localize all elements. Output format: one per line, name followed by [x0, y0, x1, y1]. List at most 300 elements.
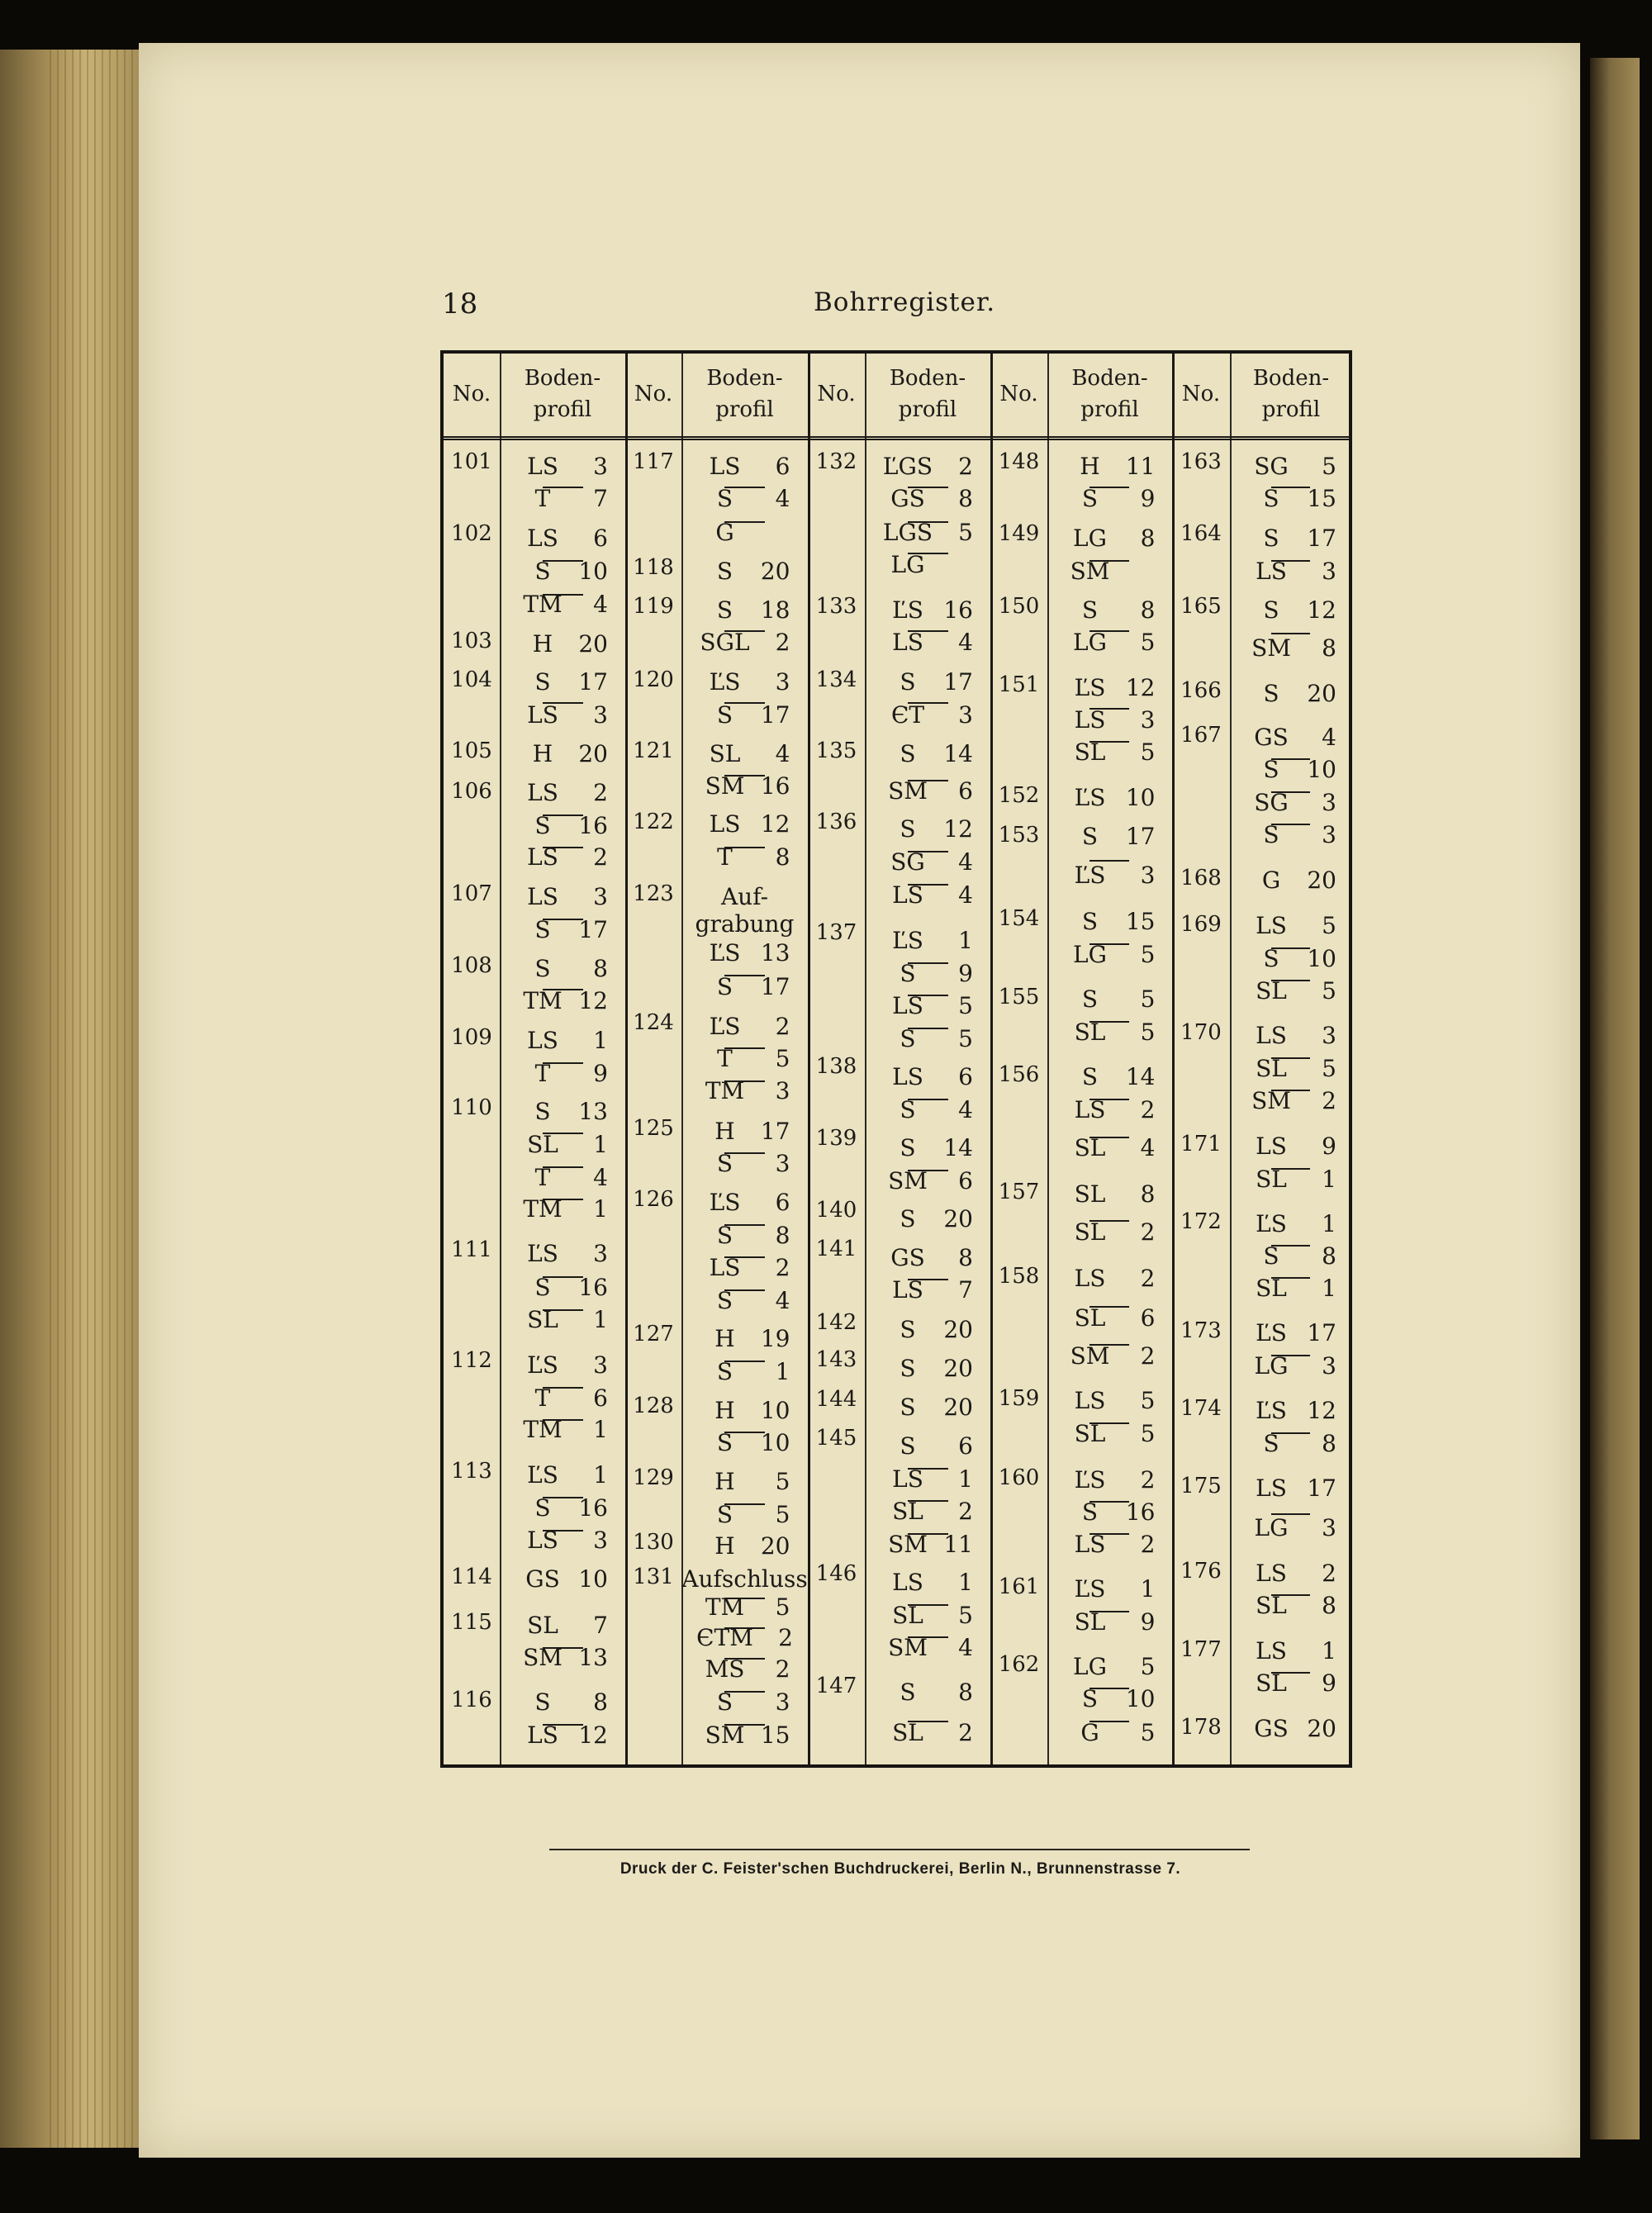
soil-type: S	[900, 1025, 916, 1052]
soil-layer	[500, 1722, 625, 1749]
layer-thickness: 2	[958, 453, 973, 480]
soil-type: SL	[709, 740, 741, 767]
soil-type: LS	[527, 525, 558, 552]
soil-layer	[500, 1462, 625, 1489]
layer-thickness: 9	[593, 1060, 608, 1087]
soil-layer	[1230, 1353, 1352, 1380]
layer-thickness: 3	[1322, 789, 1336, 816]
layer-divider	[543, 1530, 583, 1532]
soil-layer	[1230, 1670, 1352, 1697]
bore-number: 135	[815, 738, 857, 763]
soil-type: SG	[1254, 453, 1289, 480]
header-rule	[1172, 436, 1230, 440]
layer-thickness: 5	[1322, 977, 1336, 1004]
layer-thickness: 7	[958, 1276, 973, 1304]
soil-type: ĽS	[1256, 1319, 1287, 1346]
soil-type: LS	[892, 629, 923, 656]
soil-layer	[1230, 1716, 1352, 1742]
soil-layer	[500, 1495, 625, 1522]
soil-layer	[1047, 454, 1172, 480]
header-soil-profile: Boden- profil	[1252, 366, 1330, 422]
layer-divider	[543, 1309, 583, 1311]
soil-type: SM	[523, 1644, 563, 1671]
layer-thickness: 16	[1125, 1498, 1156, 1526]
bore-number: 126	[633, 1187, 674, 1212]
layer-thickness: 13	[578, 1098, 608, 1125]
soil-layer	[1047, 739, 1172, 766]
layer-thickness: 8	[593, 955, 608, 982]
layer-thickness: 14	[943, 740, 973, 767]
layer-thickness: 2	[778, 1624, 793, 1651]
soil-layer	[1047, 1305, 1172, 1332]
soil-type: S	[716, 558, 733, 585]
soil-layer	[865, 961, 990, 987]
layer-thickness: 16	[578, 1494, 608, 1522]
layer-thickness: 3	[1140, 862, 1156, 889]
layer-thickness: 6	[958, 1063, 973, 1090]
soil-type: LS	[892, 881, 923, 909]
soil-layer	[865, 993, 990, 1019]
layer-thickness: 1	[593, 1195, 608, 1223]
layer-divider	[724, 1658, 765, 1660]
layer-thickness: 1	[1140, 1575, 1156, 1603]
bore-number: 122	[633, 810, 674, 834]
layer-thickness: 1	[593, 1027, 608, 1054]
soil-layer	[681, 884, 808, 910]
soil-layer	[500, 669, 625, 696]
soil-type: H	[714, 1397, 735, 1424]
layer-divider	[1271, 1594, 1310, 1596]
bore-number: 173	[1180, 1318, 1222, 1343]
soil-layer	[1230, 558, 1352, 585]
soil-layer	[1047, 1499, 1172, 1526]
soil-type: SM	[705, 772, 745, 800]
soil-layer	[681, 1255, 808, 1281]
bore-number: 136	[815, 810, 857, 834]
soil-type: S	[716, 1358, 733, 1385]
layer-divider	[543, 1062, 583, 1064]
soil-layer	[500, 1132, 625, 1158]
soil-layer	[1047, 707, 1172, 734]
layer-divider	[908, 1170, 948, 1171]
soil-type: ĽS	[527, 1240, 558, 1267]
layer-divider	[543, 594, 583, 596]
layer-thickness: 3	[775, 668, 790, 696]
soil-type: T	[534, 485, 551, 512]
soil-type: S	[1263, 1430, 1279, 1457]
soil-layer	[1047, 1467, 1172, 1494]
soil-layer	[865, 486, 990, 512]
layer-divider	[724, 702, 765, 704]
layer-thickness: 11	[1125, 453, 1156, 480]
soil-layer	[1230, 724, 1352, 751]
soil-type: MS	[705, 1655, 745, 1683]
layer-thickness: 8	[1322, 1592, 1336, 1619]
bore-number: 108	[451, 953, 492, 978]
soil-layer	[1230, 1431, 1352, 1457]
bore-number: 151	[998, 672, 1040, 697]
bore-number: 150	[998, 594, 1040, 619]
soil-type: S	[534, 1688, 551, 1716]
layer-thickness: 3	[1140, 706, 1156, 734]
soil-type: GS	[890, 485, 925, 512]
layer-divider	[908, 487, 948, 488]
soil-type: S	[900, 1134, 916, 1161]
soil-type: LS	[709, 1254, 741, 1281]
layer-divider	[543, 1276, 583, 1278]
layer-divider	[1271, 487, 1310, 488]
layer-thickness: 9	[1322, 1669, 1336, 1697]
soil-type: LS	[1256, 1133, 1287, 1160]
soil-layer	[1047, 1181, 1172, 1208]
soil-type: GS	[525, 1565, 560, 1593]
soil-type: S	[1263, 1242, 1279, 1270]
soil-type: S	[900, 1205, 916, 1232]
layer-divider	[1089, 1137, 1129, 1138]
layer-thickness: 1	[593, 1416, 608, 1443]
soil-layer	[500, 1028, 625, 1054]
soil-layer	[1047, 942, 1172, 968]
layer-thickness: 5	[1140, 941, 1156, 968]
layer-divider	[1271, 758, 1310, 760]
layer-divider	[908, 962, 948, 964]
soil-layer	[681, 811, 808, 838]
soil-layer	[681, 454, 808, 480]
soil-layer	[865, 1603, 990, 1629]
soil-layer	[865, 552, 990, 578]
layer-divider	[908, 995, 948, 996]
soil-type: LS	[527, 1527, 558, 1554]
soil-type: S	[716, 1150, 733, 1177]
bore-number: 116	[451, 1688, 492, 1712]
soil-layer	[1047, 1654, 1172, 1680]
layer-divider	[543, 1419, 583, 1421]
layer-divider	[908, 1099, 948, 1100]
soil-layer	[681, 1326, 808, 1352]
layer-thickness: 20	[943, 1316, 973, 1343]
soil-type: S	[1263, 596, 1279, 624]
soil-type: SM	[888, 777, 928, 805]
layer-thickness: 5	[1322, 1055, 1336, 1082]
bore-number: 123	[633, 881, 674, 906]
soil-layer	[1230, 681, 1352, 707]
soil-type: S	[1081, 823, 1099, 850]
bore-number: 175	[1180, 1474, 1222, 1498]
soil-layer	[865, 1097, 990, 1123]
layer-thickness: 6	[1140, 1304, 1156, 1332]
soil-type: S	[900, 668, 916, 696]
soil-type: LS	[527, 843, 558, 871]
bore-number: 148	[998, 449, 1040, 474]
soil-type: ĽS	[709, 1189, 741, 1216]
soil-layer	[1047, 986, 1172, 1013]
layer-divider	[1089, 630, 1129, 632]
soil-type: ĽS	[1074, 1466, 1106, 1494]
soil-layer	[865, 597, 990, 624]
soil-profile-column	[500, 354, 628, 1764]
soil-profile-column	[1230, 354, 1352, 1764]
soil-type: SL	[1074, 1134, 1106, 1161]
bore-number: 145	[815, 1426, 857, 1451]
layer-divider	[1089, 1344, 1129, 1346]
soil-layer	[681, 1398, 808, 1424]
soil-type: ĽS	[892, 596, 923, 624]
soil-layer	[681, 1502, 808, 1528]
soil-layer	[500, 1061, 625, 1087]
soil-layer	[681, 1014, 808, 1040]
layer-divider	[724, 1152, 765, 1154]
layer-thickness: 2	[775, 629, 790, 656]
layer-thickness: 17	[1307, 1475, 1336, 1502]
bore-number: 118	[633, 555, 674, 580]
soil-layer	[500, 741, 625, 767]
layer-thickness: 5	[958, 1025, 973, 1052]
soil-type: S	[716, 1688, 733, 1716]
bore-number: 133	[815, 594, 857, 619]
soil-layer	[1230, 1638, 1352, 1664]
layer-divider	[1271, 791, 1310, 793]
soil-layer	[681, 1656, 808, 1683]
layer-thickness: 2	[1140, 1466, 1156, 1494]
soil-layer	[681, 669, 808, 696]
layer-thickness: 4	[775, 740, 790, 767]
soil-type: H	[1080, 453, 1100, 480]
soil-type: LS	[892, 1063, 923, 1090]
soil-type: S	[716, 485, 733, 512]
soil-type: ĽS	[709, 939, 741, 966]
bore-number: 172	[1180, 1209, 1222, 1234]
layer-thickness: 2	[775, 1254, 790, 1281]
soil-layer	[865, 520, 990, 546]
layer-thickness: 20	[1307, 867, 1336, 894]
soil-type: SM	[1251, 1087, 1291, 1114]
layer-thickness: 8	[1140, 525, 1156, 552]
soil-type: S	[534, 916, 551, 943]
soil-layer	[500, 1566, 625, 1593]
layer-thickness: 2	[958, 1498, 973, 1525]
layer-divider	[543, 847, 583, 848]
soil-layer	[500, 702, 625, 729]
soil-type: SL	[892, 1498, 923, 1525]
layer-thickness: 15	[1125, 908, 1156, 935]
header-rule	[1230, 436, 1352, 440]
soil-layer	[865, 778, 990, 805]
soil-type: SL	[527, 1131, 558, 1158]
soil-layer	[1047, 1019, 1172, 1046]
bore-number: 127	[633, 1322, 674, 1346]
bore-number: 146	[815, 1561, 857, 1586]
bore-number: 164	[1180, 521, 1222, 546]
layer-thickness: 20	[578, 630, 608, 658]
soil-layer	[1230, 1320, 1352, 1346]
soil-layer	[1230, 597, 1352, 624]
layer-thickness: 4	[775, 485, 790, 512]
soil-layer	[1230, 1023, 1352, 1049]
soil-type: LS	[527, 701, 558, 729]
soil-layer	[1230, 1133, 1352, 1160]
soil-layer	[681, 1533, 808, 1560]
layer-thickness: 5	[1140, 1653, 1156, 1680]
soil-type: TM	[523, 1195, 563, 1223]
soil-type: LG	[1073, 525, 1107, 552]
soil-type: S	[1263, 680, 1279, 707]
header-no: No.	[452, 382, 491, 406]
layer-divider	[1271, 980, 1310, 981]
layer-divider	[1271, 1672, 1310, 1674]
bore-number: 115	[451, 1610, 492, 1635]
soil-layer	[681, 940, 808, 966]
layer-divider	[1271, 1513, 1310, 1515]
layer-divider	[908, 702, 948, 704]
bore-register-table	[440, 350, 1352, 1768]
soil-layer	[1230, 1211, 1352, 1237]
bore-number: 124	[633, 1010, 674, 1035]
soil-layer	[1230, 1166, 1352, 1193]
layer-thickness: 3	[1322, 558, 1336, 585]
soil-layer	[1047, 1343, 1172, 1370]
layer-thickness: 2	[1322, 1087, 1336, 1114]
layer-divider	[908, 1604, 948, 1606]
soil-type: S	[534, 812, 551, 839]
soil-layer	[1047, 1388, 1172, 1414]
soil-type: LS	[527, 453, 558, 480]
layer-divider	[1089, 741, 1129, 743]
soil-layer	[500, 525, 625, 552]
soil-type: ĽS	[892, 927, 923, 954]
layer-thickness: 7	[593, 485, 608, 512]
bore-number: 134	[815, 667, 857, 692]
soil-layer	[865, 1679, 990, 1706]
soil-layer	[500, 956, 625, 982]
layer-divider	[1271, 947, 1310, 949]
layer-thickness: 17	[578, 668, 608, 696]
bore-number: 117	[633, 449, 674, 474]
soil-layer	[681, 486, 808, 512]
layer-divider	[1089, 1422, 1129, 1424]
soil-layer	[1047, 1421, 1172, 1447]
soil-type: SL	[1256, 1275, 1287, 1302]
soil-type: S	[1081, 596, 1099, 624]
layer-divider	[543, 702, 583, 704]
soil-type: S	[1081, 908, 1099, 935]
layer-thickness: 5	[1140, 985, 1156, 1013]
soil-layer	[681, 558, 808, 585]
layer-thickness: 1	[958, 1465, 973, 1493]
layer-thickness: 6	[775, 1189, 790, 1216]
layer-thickness: 1	[958, 1569, 973, 1596]
layer-thickness: 5	[1140, 1420, 1156, 1447]
layer-thickness: 14	[943, 1134, 973, 1161]
soil-type: T	[717, 1045, 733, 1072]
layer-thickness: 2	[1140, 1218, 1156, 1246]
layer-divider	[1089, 487, 1129, 488]
printer-imprint: Druck der C. Feister'schen Buchdruckerei, Berlin N., Brunnenstrasse 7.	[620, 1860, 1181, 1878]
soil-type: SM	[888, 1167, 928, 1194]
layer-divider	[724, 1432, 765, 1433]
soil-type: SL	[1256, 1166, 1287, 1193]
layer-thickness: 17	[760, 1118, 790, 1145]
soil-layer	[500, 631, 625, 658]
soil-type: LS	[709, 810, 741, 838]
layer-thickness: 6	[593, 525, 608, 552]
bore-number: 168	[1180, 866, 1222, 890]
bore-number: 153	[998, 823, 1040, 848]
soil-type: LS	[892, 1569, 923, 1596]
soil-type: S	[716, 1501, 733, 1528]
layer-thickness: 5	[1322, 912, 1336, 939]
soil-type: LG	[890, 551, 925, 578]
soil-layer	[500, 1612, 625, 1639]
soil-type: SL	[1074, 1180, 1106, 1208]
layer-divider	[908, 1636, 948, 1638]
soil-type: S	[1081, 985, 1099, 1013]
facing-page-edge	[1590, 58, 1640, 2139]
soil-type: TM	[705, 1593, 745, 1621]
layer-thickness: 10	[1125, 784, 1156, 811]
soil-layer	[1230, 757, 1352, 783]
layer-thickness: 5	[1140, 1019, 1156, 1046]
layer-thickness: 2	[1140, 1342, 1156, 1370]
soil-type: SL	[892, 1602, 923, 1629]
layer-thickness: 16	[943, 596, 973, 624]
soil-layer	[1230, 1475, 1352, 1502]
layer-thickness: 8	[1140, 596, 1156, 624]
layer-divider	[908, 630, 948, 632]
soil-layer	[681, 1190, 808, 1216]
layer-thickness: 8	[775, 843, 790, 871]
soil-type: LS	[892, 992, 923, 1019]
layer-divider	[543, 989, 583, 990]
layer-thickness: 8	[1322, 634, 1336, 662]
layer-thickness: 3	[775, 1150, 790, 1177]
soil-type: SL	[1256, 977, 1287, 1004]
layer-divider	[543, 1199, 583, 1200]
soil-layer	[1047, 862, 1172, 889]
soil-layer	[865, 1720, 990, 1746]
bore-number: 157	[998, 1180, 1040, 1204]
bore-number: 139	[815, 1126, 857, 1151]
layer-thickness: 16	[578, 812, 608, 839]
soil-layer	[1047, 1720, 1172, 1746]
layer-thickness: 12	[1307, 596, 1336, 624]
soil-type: S	[534, 558, 551, 585]
layer-divider	[543, 919, 583, 920]
soil-type: S	[900, 1316, 916, 1343]
layer-thickness: 9	[1140, 1608, 1156, 1636]
layer-thickness: 5	[958, 519, 973, 546]
layer-divider	[908, 780, 948, 781]
soil-layer	[1230, 635, 1352, 662]
layer-divider	[543, 1133, 583, 1134]
soil-layer	[865, 1433, 990, 1460]
bore-number: 141	[815, 1237, 857, 1261]
bore-number: 112	[451, 1348, 492, 1373]
layer-thickness: 10	[1307, 945, 1336, 972]
soil-layer	[1047, 675, 1172, 701]
soil-layer	[681, 629, 808, 656]
layer-thickness: 20	[1307, 1715, 1336, 1742]
bore-number: 155	[998, 985, 1040, 1009]
bore-number: 104	[451, 667, 492, 692]
layer-thickness: 4	[958, 848, 973, 876]
soil-layer	[865, 1206, 990, 1232]
layer-thickness: 10	[1125, 1685, 1156, 1712]
soil-type: ĽS	[1256, 1210, 1287, 1237]
soil-type: S	[716, 596, 733, 624]
layer-divider	[1271, 1432, 1310, 1434]
header-rule	[681, 436, 808, 440]
header-soil-profile: Boden- profil	[524, 366, 601, 422]
